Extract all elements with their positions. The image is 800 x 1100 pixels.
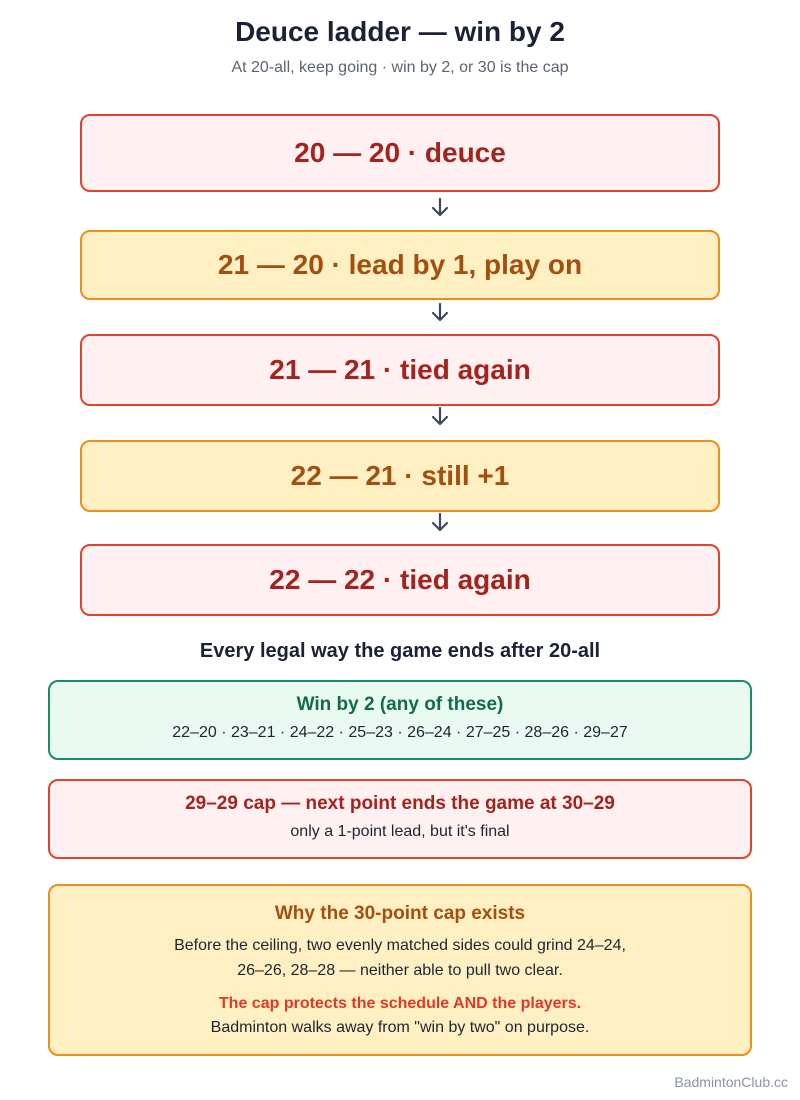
cap-box bbox=[48, 779, 752, 859]
down-arrow-icon bbox=[430, 406, 450, 428]
ladder-step-1: 20 — 20 · deuce bbox=[80, 114, 720, 192]
why-cap-line-1: Before the ceiling, two evenly matched sides could grind 24–24, bbox=[174, 937, 626, 954]
ladder-step-3: 21 — 21 · tied again bbox=[80, 334, 720, 406]
ladder-step-4: 22 — 21 · still +1 bbox=[80, 440, 720, 512]
why-cap-line-2: 26–26, 28–28 — neither able to pull two clear. bbox=[237, 962, 563, 979]
why-cap-box bbox=[48, 884, 752, 1056]
outcomes-heading: Every legal way the game ends after 20-all bbox=[199, 640, 601, 662]
win-by-two-title: Win by 2 (any of these) bbox=[296, 694, 504, 715]
win-by-two-scores: 22–20 · 23–21 · 24–22 · 25–23 · 26–24 · 27–25 · 28–26 · 29–27 bbox=[172, 724, 628, 741]
why-cap-closing: Badminton walks away from "win by two" on purpose. bbox=[210, 1019, 590, 1036]
site-credit: BadmintonClub.cc bbox=[674, 1074, 788, 1090]
down-arrow-icon bbox=[430, 197, 450, 219]
ladder-step-2: 21 — 20 · lead by 1, play on bbox=[80, 230, 720, 300]
why-cap-title: Why the 30-point cap exists bbox=[274, 903, 526, 924]
why-cap-highlight: The cap protects the schedule AND the players. bbox=[218, 995, 582, 1012]
ladder-step-5: 22 — 22 · tied again bbox=[80, 544, 720, 616]
cap-title: 29–29 cap — next point ends the game at 30–29 bbox=[185, 793, 615, 814]
page-subtitle: At 20-all, keep going · win by 2, or 30 is the cap bbox=[231, 59, 569, 76]
down-arrow-icon bbox=[430, 512, 450, 534]
page-title: Deuce ladder — win by 2 bbox=[235, 16, 565, 47]
down-arrow-icon bbox=[430, 302, 450, 324]
cap-note: only a 1-point lead, but it's final bbox=[290, 823, 510, 840]
win-by-two-box bbox=[48, 680, 752, 760]
